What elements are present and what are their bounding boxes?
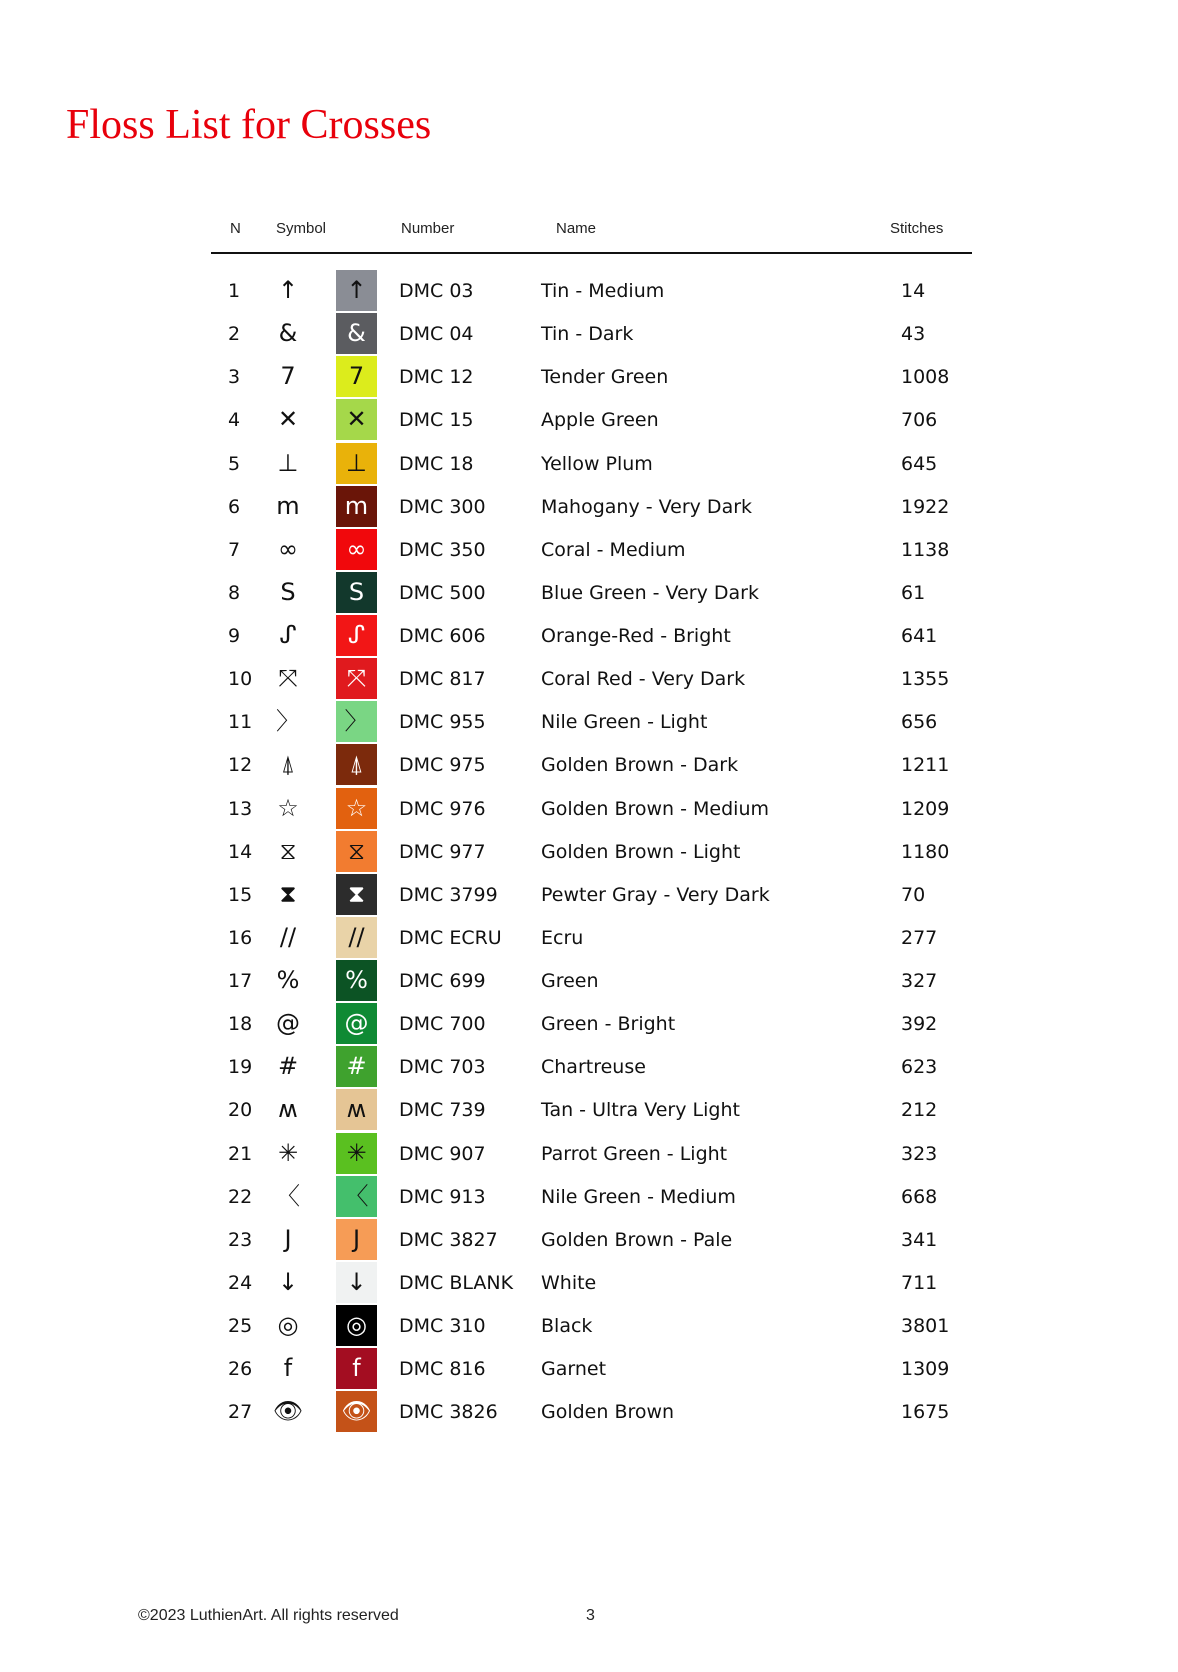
- table-row: [211, 743, 972, 786]
- floss-number: DMC 817: [399, 668, 486, 691]
- color-swatch: ⤧: [336, 658, 377, 699]
- table-row: [211, 1304, 972, 1347]
- stitch-count: 277: [901, 926, 938, 949]
- stitch-count: 323: [901, 1142, 938, 1165]
- color-swatch: J: [336, 1219, 377, 1260]
- color-swatch: ⊥: [336, 443, 377, 484]
- floss-name: White: [541, 1271, 597, 1294]
- stitch-count: 43: [901, 323, 926, 346]
- floss-number: DMC 700: [399, 1013, 486, 1036]
- row-number: 20: [228, 1099, 253, 1122]
- symbol-icon: @: [276, 1009, 300, 1038]
- symbol-icon: ᔑ: [279, 621, 297, 649]
- floss-number: DMC ECRU: [399, 926, 502, 949]
- table-row: [211, 442, 972, 485]
- symbol-icon: m: [276, 491, 300, 520]
- color-swatch: %: [336, 960, 377, 1001]
- row-number: 4: [228, 409, 241, 432]
- floss-number: DMC 703: [399, 1056, 486, 1079]
- symbol-icon: 〈: [276, 1181, 300, 1210]
- color-swatch: ⧗: [336, 874, 377, 915]
- row-number: 16: [228, 926, 253, 949]
- stitch-count: 341: [901, 1228, 938, 1251]
- floss-number: DMC 816: [399, 1358, 486, 1381]
- floss-number: DMC 350: [399, 538, 486, 561]
- table-header: [211, 218, 972, 254]
- floss-name: Tan - Ultra Very Light: [541, 1099, 740, 1122]
- stitch-count: 1211: [901, 754, 950, 777]
- stitch-count: 1180: [901, 840, 950, 863]
- color-swatch: ⧖: [336, 831, 377, 872]
- floss-number: DMC 18: [399, 452, 474, 475]
- symbol-icon: ∞: [278, 534, 298, 563]
- stitch-count: 392: [901, 1013, 938, 1036]
- floss-name: Golden Brown: [541, 1401, 675, 1424]
- table-row: [211, 1218, 972, 1261]
- floss-number: DMC 913: [399, 1185, 486, 1208]
- row-number: 11: [228, 711, 253, 734]
- color-swatch: f: [336, 1348, 377, 1389]
- floss-number: DMC 975: [399, 754, 486, 777]
- stitch-count: 641: [901, 625, 938, 647]
- table-row: [211, 787, 972, 830]
- table-row: [211, 830, 972, 873]
- table-row: [211, 312, 972, 355]
- color-swatch: 〈: [336, 1176, 377, 1217]
- symbol-icon: ◎: [277, 1311, 299, 1339]
- table-row: [211, 1002, 972, 1045]
- table-row: [211, 700, 972, 743]
- row-number: 6: [228, 495, 241, 518]
- symbol-icon: J: [284, 1224, 292, 1253]
- color-swatch: &: [336, 313, 377, 354]
- color-swatch: ʍ: [336, 1089, 377, 1130]
- table-row: [211, 1347, 972, 1390]
- row-number: 5: [228, 452, 241, 475]
- color-swatch: ↑: [336, 270, 377, 311]
- floss-name: Golden Brown - Light: [541, 840, 741, 863]
- symbol-icon: ⊥: [277, 448, 299, 477]
- row-number: 1: [228, 280, 241, 302]
- floss-name: Nile Green - Light: [541, 711, 708, 734]
- symbol-icon: %: [276, 966, 300, 994]
- stitch-count: 14: [901, 280, 926, 302]
- color-swatch: 👁: [336, 1391, 377, 1432]
- floss-name: Tin - Dark: [541, 323, 634, 346]
- symbol-icon: ↓: [277, 1267, 299, 1296]
- row-number: 2: [228, 323, 241, 346]
- symbol-icon: 7: [280, 362, 296, 391]
- table-row: [211, 916, 972, 959]
- table-row: [211, 873, 972, 916]
- symbol-icon: #: [277, 1052, 299, 1081]
- floss-name: Garnet: [541, 1358, 607, 1381]
- floss-number: DMC 500: [399, 581, 486, 604]
- floss-number: DMC 606: [399, 625, 486, 647]
- row-number: 7: [228, 538, 241, 561]
- table-row: [211, 1175, 972, 1218]
- floss-name: Mahogany - Very Dark: [541, 495, 753, 518]
- row-number: 13: [228, 797, 253, 820]
- symbol-icon: ↑: [277, 276, 299, 304]
- symbol-icon: ⤧: [278, 664, 298, 693]
- color-swatch: ✳: [336, 1133, 377, 1174]
- table-row: [211, 398, 972, 441]
- floss-number: DMC 3826: [399, 1401, 498, 1424]
- row-number: 21: [228, 1142, 253, 1165]
- row-number: 18: [228, 1013, 253, 1036]
- floss-name: Tin - Medium: [541, 280, 665, 302]
- floss-number: DMC 3827: [399, 1228, 498, 1251]
- floss-name: Green - Bright: [541, 1013, 676, 1036]
- table-row: [211, 1088, 972, 1131]
- row-number: 3: [228, 366, 241, 389]
- stitch-count: 1209: [901, 797, 950, 820]
- stitch-count: 61: [901, 581, 926, 604]
- floss-name: Blue Green - Very Dark: [541, 581, 759, 604]
- table-row: [211, 269, 972, 312]
- table-row: [211, 657, 972, 700]
- floss-number: DMC BLANK: [399, 1271, 514, 1294]
- color-swatch: 〉: [336, 701, 377, 742]
- stitch-count: 656: [901, 711, 938, 734]
- stitch-count: 1138: [901, 538, 950, 561]
- color-swatch: //: [336, 917, 377, 958]
- floss-number: DMC 15: [399, 409, 474, 432]
- floss-name: Green: [541, 970, 599, 992]
- stitch-count: 327: [901, 970, 938, 992]
- stitch-count: 706: [901, 409, 938, 432]
- header-stitches: Stitches: [890, 220, 944, 237]
- stitch-count: 1309: [901, 1358, 950, 1381]
- stitch-count: 3801: [901, 1315, 950, 1337]
- floss-name: Ecru: [541, 926, 584, 949]
- footer-copyright: ©2023 LuthienArt. All rights reserved: [138, 1607, 399, 1624]
- row-number: 15: [228, 883, 253, 906]
- floss-number: DMC 955: [399, 711, 486, 734]
- symbol-icon: 〉: [276, 707, 300, 736]
- color-swatch: ✕: [336, 399, 377, 440]
- floss-table-body: [211, 269, 972, 1433]
- row-number: 12: [228, 754, 253, 777]
- header-number: Number: [401, 220, 455, 237]
- stitch-count: 645: [901, 452, 938, 475]
- floss-number: DMC 04: [399, 323, 474, 346]
- color-swatch: S: [336, 572, 377, 613]
- floss-number: DMC 310: [399, 1315, 486, 1337]
- floss-number: DMC 907: [399, 1142, 486, 1165]
- symbol-icon: ✕: [277, 405, 299, 434]
- color-swatch: ᔑ: [336, 615, 377, 656]
- color-swatch: ◎: [336, 1305, 377, 1346]
- floss-name: Apple Green: [541, 409, 659, 432]
- floss-name: Tender Green: [541, 366, 669, 389]
- floss-name: Coral Red - Very Dark: [541, 668, 746, 691]
- floss-number: DMC 699: [399, 970, 486, 992]
- color-swatch: ↓: [336, 1262, 377, 1303]
- color-swatch: ☆: [336, 788, 377, 829]
- floss-name: Black: [541, 1315, 593, 1337]
- page-number: 3: [586, 1607, 595, 1624]
- color-swatch: ∞: [336, 529, 377, 570]
- floss-number: DMC 977: [399, 840, 486, 863]
- floss-name: Parrot Green - Light: [541, 1142, 728, 1165]
- floss-name: Golden Brown - Dark: [541, 754, 739, 777]
- floss-name: Nile Green - Medium: [541, 1185, 736, 1208]
- symbol-icon: 👁: [272, 1397, 304, 1426]
- table-row: [211, 355, 972, 398]
- floss-name: Coral - Medium: [541, 538, 686, 561]
- table-row: [211, 528, 972, 571]
- row-number: 22: [228, 1185, 253, 1208]
- stitch-count: 1008: [901, 366, 950, 389]
- stitch-count: 1355: [901, 668, 950, 691]
- symbol-icon: ⍋: [280, 750, 296, 779]
- stitch-count: 212: [901, 1099, 938, 1122]
- color-swatch: m: [336, 486, 377, 527]
- floss-name: Yellow Plum: [541, 452, 653, 475]
- floss-number: DMC 739: [399, 1099, 486, 1122]
- symbol-icon: S: [280, 577, 296, 606]
- header-symbol: Symbol: [276, 220, 327, 237]
- stitch-count: 70: [901, 883, 926, 906]
- floss-name: Golden Brown - Pale: [541, 1228, 733, 1251]
- row-number: 23: [228, 1228, 253, 1251]
- stitch-count: 711: [901, 1271, 938, 1294]
- color-swatch: 7: [336, 356, 377, 397]
- header-n: N: [230, 220, 241, 237]
- floss-name: Pewter Gray - Very Dark: [541, 883, 770, 906]
- floss-name: Chartreuse: [541, 1056, 646, 1079]
- row-number: 10: [228, 668, 253, 691]
- floss-name: Orange-Red - Bright: [541, 625, 731, 647]
- floss-number: DMC 03: [399, 280, 474, 302]
- row-number: 27: [228, 1401, 253, 1424]
- table-row: [211, 485, 972, 528]
- floss-number: DMC 300: [399, 495, 486, 518]
- stitch-count: 1922: [901, 495, 950, 518]
- symbol-icon: ☆: [277, 793, 299, 822]
- row-number: 24: [228, 1271, 253, 1294]
- table-row: [211, 959, 972, 1002]
- symbol-icon: ⧗: [279, 879, 297, 908]
- symbol-icon: ⧖: [279, 836, 297, 865]
- symbol-icon: &: [278, 319, 298, 348]
- stitch-count: 1675: [901, 1401, 950, 1424]
- row-number: 17: [228, 970, 253, 992]
- table-row: [211, 571, 972, 614]
- row-number: 25: [228, 1315, 253, 1337]
- floss-number: DMC 12: [399, 366, 474, 389]
- table-row: [211, 1132, 972, 1175]
- row-number: 26: [228, 1358, 253, 1381]
- header-name: Name: [556, 220, 597, 237]
- symbol-icon: //: [279, 922, 297, 951]
- row-number: 9: [228, 625, 241, 647]
- stitch-count: 623: [901, 1056, 938, 1079]
- table-row: [211, 614, 972, 657]
- row-number: 19: [228, 1056, 253, 1079]
- row-number: 8: [228, 581, 241, 604]
- color-swatch: @: [336, 1003, 377, 1044]
- page-title: Floss List for Crosses: [66, 102, 432, 148]
- floss-name: Golden Brown - Medium: [541, 797, 769, 820]
- floss-number: DMC 976: [399, 797, 486, 820]
- color-swatch: #: [336, 1046, 377, 1087]
- table-row: [211, 1261, 972, 1304]
- symbol-icon: ʍ: [278, 1095, 298, 1124]
- floss-number: DMC 3799: [399, 883, 498, 906]
- symbol-icon: ✳: [277, 1138, 299, 1167]
- table-row: [211, 1390, 972, 1433]
- row-number: 14: [228, 840, 253, 863]
- color-swatch: ⍋: [336, 744, 377, 785]
- table-row: [211, 1045, 972, 1088]
- stitch-count: 668: [901, 1185, 938, 1208]
- symbol-icon: f: [283, 1354, 293, 1383]
